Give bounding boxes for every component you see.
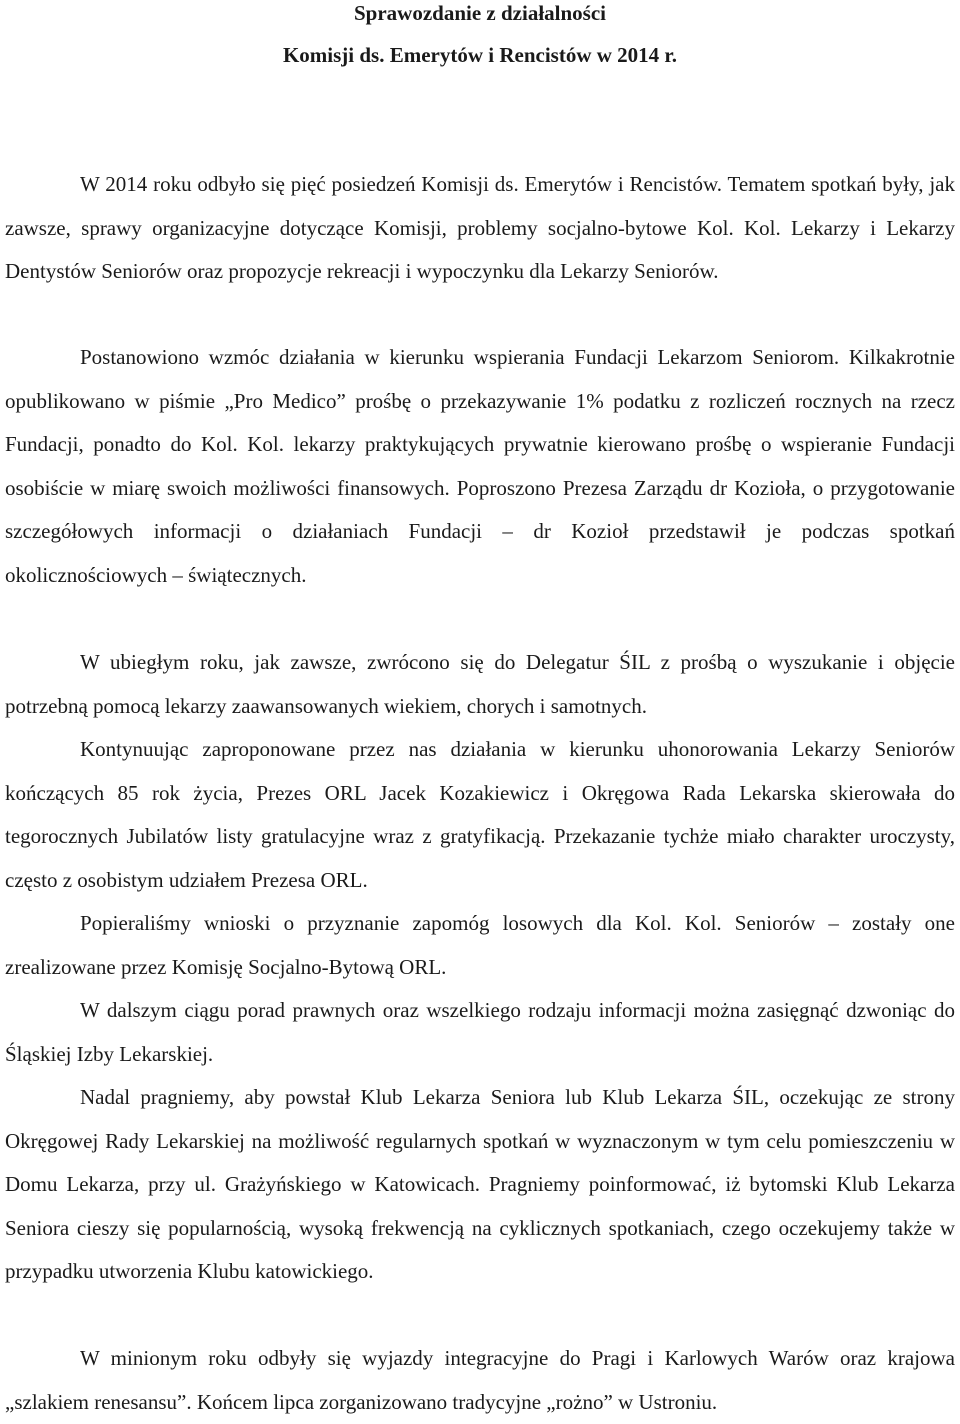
paragraph-3-text: W ubiegłym roku, jak zawsze, zwrócono się do Delegatur ŚIL z prośbą o wyszukanie i objęcie potrzebną pomocą lekarzy zaawansowanych wiekiem, chorych i samotnych. [5,650,955,718]
paragraph-4 [5,728,955,902]
paragraph-7 [5,1076,955,1294]
paragraph-5 [5,902,955,989]
paragraph-8-text: W minionym roku odbyły się wyjazdy integracyjne do Pragi i Karlowych Warów oraz krajowa „szlakiem renesansu”. Końcem lipca zorganizowano tradycyjne „rożno” w Ustroniu. [5,1346,955,1414]
paragraph-1-text: W 2014 roku odbyło się pięć posiedzeń Komisji ds. Emerytów i Rencistów. Tematem spotkań były, jak zawsze, sprawy organizacyjne dotyczące Komisji, problemy socjalno-bytowe Kol. Kol. Lekarzy i Lekarzy Dentystów Seniorów oraz propozycje rekreacji i wypoczynku dla Lekarzy Seniorów. [5,172,955,283]
paragraph-6 [5,989,955,1076]
paragraph-4-text: Kontynuując zaproponowane przez nas działania w kierunku uhonorowania Lekarzy Seniorów kończących 85 rok życia, Prezes ORL Jacek Kozakiewicz i Okręgowa Rada Lekarska skierowała do tegorocznych Jubilatów listy gratulacyjne wraz z gratyfikacją. Przekazanie tychże miało charakter uroczysty, często z osobistym udziałem Prezesa ORL. [5,737,955,892]
paragraph-5-text: Popieraliśmy wnioski o przyznanie zapomóg losowych dla Kol. Kol. Seniorów – zostały one zrealizowane przez Komisję Socjalno-Bytową ORL. [5,911,955,979]
paragraph-6-text: W dalszym ciągu porad prawnych oraz wszelkiego rodzaju informacji można zasięgnąć dzwoniąc do Śląskiej Izby Lekarskiej. [5,998,955,1066]
paragraph-7-text: Nadal pragniemy, aby powstał Klub Lekarza Seniora lub Klub Lekarza ŚIL, oczekując ze strony Okręgowej Rady Lekarskiej na możliwość regularnych spotkań w wyznaczonym w tym celu pomieszczeniu w Domu Lekarza, przy ul. Grażyńskiego w Katowicach. Pragniemy poinformować, iż bytomski Klub Lekarza Seniora cieszy się popularnością, wysoką frekwencją na cyklicznych spotkaniach, czego oczekujemy także w przypadku utworzenia Klubu katowickiego. [5,1085,955,1283]
paragraph-8 [5,1337,955,1424]
paragraph-1 [5,163,955,294]
document-title-line-1: Sprawozdanie z działalności [353,1,606,25]
paragraph-3 [5,641,955,728]
document-title-line-2: Komisji ds. Emerytów i Rencistów w 2014 r. [282,43,678,67]
paragraph-2 [5,336,955,597]
paragraph-2-text: Postanowiono wzmóc działania w kierunku wspierania Fundacji Lekarzom Seniorom. Kilkakrotnie opublikowano w piśmie „Pro Medico” prośbę o przekazywanie 1% podatku z rozliczeń rocznych na rzecz Fundacji, ponadto do Kol. Kol. lekarzy praktykujących prywatnie kierowano prośbę o wspieranie Fundacji osobiście w miarę swoich możliwości finansowych. Poproszono Prezesa Zarządu dr Kozioła, o przygotowanie szczegółowych informacji o działaniach Fundacji – dr Kozioł przedstawił je podczas spotkań okolicznościowych – świątecznych. [5,345,955,587]
